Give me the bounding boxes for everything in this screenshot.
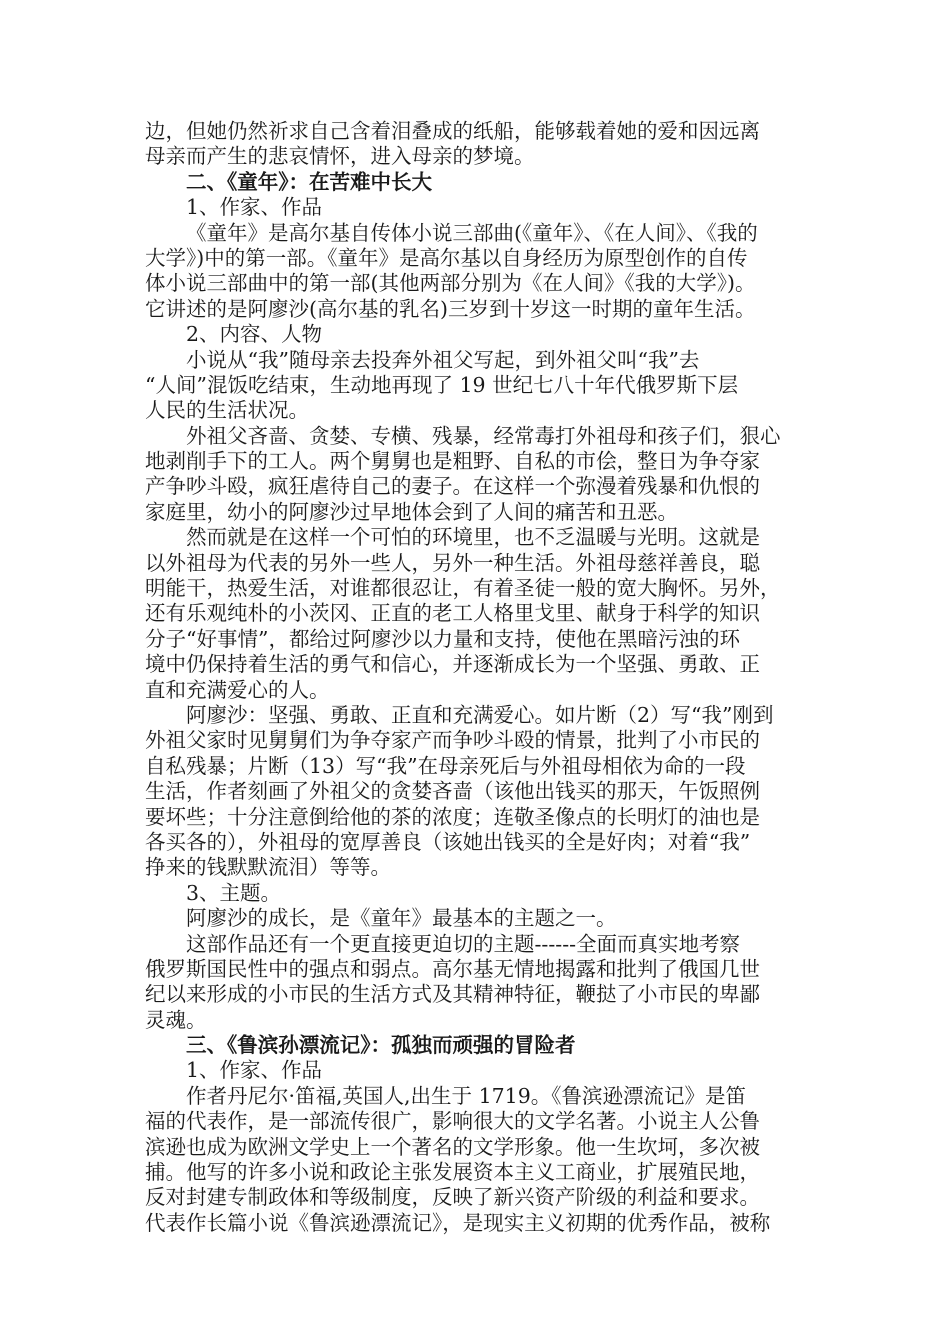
text-line: 捕。他写的许多小说和政论主张发展资本主义工商业，扩展殖民地， xyxy=(145,1160,760,1185)
text-line: 母亲而产生的悲哀情怀，进入母亲的梦境。 xyxy=(145,144,535,169)
text-line: 然而就是在这样一个可怕的环境里，也不乏温暖与光明。这就是 xyxy=(186,525,760,550)
text-line: 体小说三部曲中的第一部(其他两部分别为《在人间》《我的大学》)。 xyxy=(145,271,756,296)
text-line: 直和充满爱心的人。 xyxy=(145,677,330,702)
text-line: 分子“好事情”，都给过阿廖沙以力量和支持，使他在黑暗污浊的环 xyxy=(145,626,740,651)
text-line: 作者丹尼尔·笛福,英国人,出生于 1719。《鲁滨逊漂流记》是笛 xyxy=(186,1083,746,1108)
text-line: “人间”混饭吃结束，生动地再现了 19 世纪七八十年代俄罗斯下层 xyxy=(145,372,739,397)
text-line: 3、主题。 xyxy=(186,880,282,905)
text-line: 《童年》是高尔基自传体小说三部曲(《童年》、《在人间》、《我的 xyxy=(186,220,758,245)
text-line: 代表作长篇小说《鲁滨逊漂流记》，是现实主义初期的优秀作品，被称 xyxy=(145,1210,771,1235)
text-line: 俄罗斯国民性中的强点和弱点。高尔基无情地揭露和批判了俄国几世 xyxy=(145,956,760,981)
text-line: 生活，作者刻画了外祖父的贪婪吝啬（该他出钱买的那天，午饭照例 xyxy=(145,779,760,804)
text-line: 大学》)中的第一部。《童年》是高尔基以自身经历为原型创作的自传 xyxy=(145,245,748,270)
text-line: 滨逊也成为欧洲文学史上一个著名的文学形象。他一生坎坷，多次被 xyxy=(145,1134,760,1159)
section-heading: 二、《童年》：在苦难中长大 xyxy=(186,169,432,194)
text-line: 小说从“我”随母亲去投奔外祖父写起，到外祖父叫“我”去 xyxy=(186,347,700,372)
text-line: 自私残暴；片断（13）写“我”在母亲死后与外祖母相依为命的一段 xyxy=(145,753,746,778)
text-line: 人民的生活状况。 xyxy=(145,398,309,423)
text-line: 1、作家、作品 xyxy=(186,1058,323,1083)
text-line: 还有乐观纯朴的小茨冈、正直的老工人格里戈里、献身于科学的知识 xyxy=(145,601,760,626)
text-line: 明能干，热爱生活，对谁都很忍让，有着圣徒一般的宽大胸怀。另外， xyxy=(145,576,781,601)
text-line: 外祖父吝啬、贪婪、专横、残暴，经常毒打外祖母和孩子们，狠心 xyxy=(186,423,781,448)
text-line: 以外祖母为代表的另外一些人，另外一种生活。外祖母慈祥善良，聪 xyxy=(145,550,760,575)
text-line: 边，但她仍然祈求自己含着泪叠成的纸船，能够载着她的爱和因远离 xyxy=(145,119,760,143)
text-line: 要坏些；十分注意倒给他的茶的浓度；连敬圣像点的长明灯的油也是 xyxy=(145,804,760,829)
text-line: 阿廖沙：坚强、勇敢、正直和充满爱心。如片断（2）写“我”刚到 xyxy=(186,702,774,727)
text-line: 1、作家、作品 xyxy=(186,195,323,220)
text-line: 它讲述的是阿廖沙(高尔基的乳名)三岁到十岁这一时期的童年生活。 xyxy=(145,296,756,321)
text-line: 阿廖沙的成长，是《童年》最基本的主题之一。 xyxy=(186,906,617,931)
text-line: 灵魂。 xyxy=(145,1007,207,1032)
text-line: 外祖父家时见舅舅们为争夺家产而争吵斗殴的情景，批判了小市民的 xyxy=(145,728,760,753)
text-line: 境中仍保持着生活的勇气和信心，并逐渐成长为一个坚强、勇敢、正 xyxy=(145,652,760,677)
text-line: 挣来的钱默默流泪）等等。 xyxy=(145,855,391,880)
text-line: 各买各的），外祖母的宽厚善良（该她出钱买的全是好肉；对着“我” xyxy=(145,829,751,854)
section-heading: 三、《鲁滨孙漂流记》：孤独而顽强的冒险者 xyxy=(186,1033,576,1058)
text-line: 纪以来形成的小市民的生活方式及其精神特征，鞭挞了小市民的卑鄙 xyxy=(145,982,760,1007)
text-line: 产争吵斗殴，疯狂虐待自己的妻子。在这样一个弥漫着残暴和仇恨的 xyxy=(145,474,760,499)
text-line: 反对封建专制政体和等级制度，反映了新兴资产阶级的利益和要求。 xyxy=(145,1185,760,1210)
text-line: 地剥削手下的工人。两个舅舅也是粗野、自私的市侩，整日为争夺家 xyxy=(145,449,760,474)
text-line: 家庭里，幼小的阿廖沙过早地体会到了人间的痛苦和丑恶。 xyxy=(145,499,678,524)
text-line: 2、内容、人物 xyxy=(186,322,323,347)
text-line: 福的代表作，是一部流传很广，影响很大的文学名著。小说主人公鲁 xyxy=(145,1109,760,1134)
text-line: 这部作品还有一个更直接更迫切的主题------全面而真实地考察 xyxy=(186,931,741,956)
